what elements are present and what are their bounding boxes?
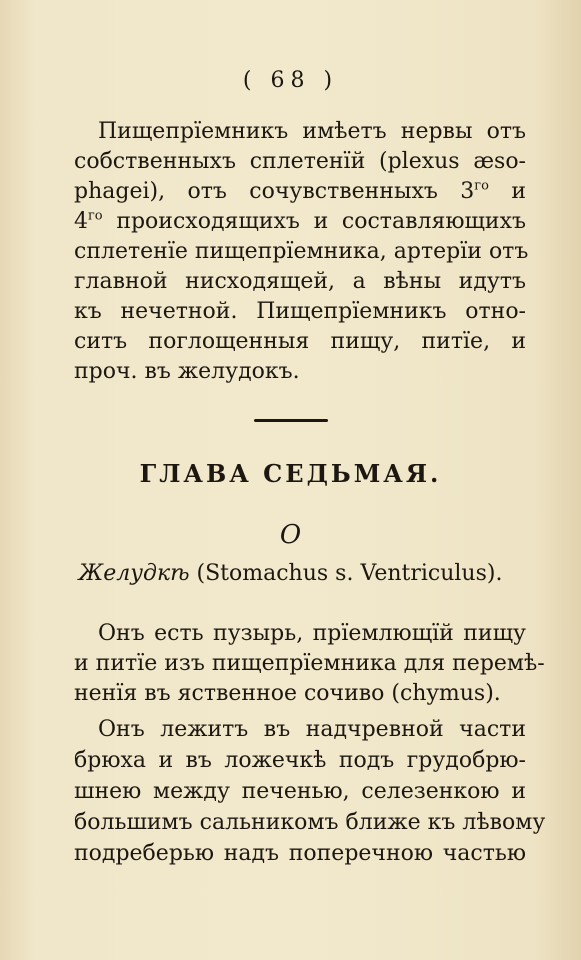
paragraph1-line6: главной нисходящей, а вѣны идутъ	[74, 269, 526, 294]
paragraph1-line9: проч. въ желудокъ.	[74, 359, 300, 384]
subtitle-latin: (Stomachus s. Ventriculus).	[189, 561, 503, 586]
paragraph1-line7: къ нечетной. Пищепрїемникъ отно-	[74, 299, 526, 324]
paragraph3-line4: большимъ сальникомъ ближе къ лѣвому	[74, 810, 546, 835]
paragraph3-line5: подреберью надъ поперечною частью	[74, 841, 526, 866]
chapter-heading: ГЛАВА СЕДЬМАЯ.	[139, 459, 442, 488]
section-divider	[254, 419, 328, 422]
paragraph1-line3: phagei), отъ сочувственныхъ $3^{го}$ и	[74, 178, 527, 204]
chapter-o: О	[279, 520, 302, 550]
page-number: ( 68 )	[242, 68, 339, 93]
paragraph1-line8: ситъ поглощенныя пищу, питїе, и	[74, 329, 526, 354]
paragraph3-line1: Онъ лежитъ въ надчревной части	[98, 717, 526, 742]
paragraph3-line2: брюха и въ ложечкѣ подъ грудобрю-	[74, 748, 526, 773]
subtitle-word: Желудкѣ	[78, 561, 190, 586]
paragraph1-line2: собственныхъ сплетенїй (plexus æso-	[74, 149, 526, 174]
paragraph1-line1: Пищепрїемникъ имѣетъ нервы отъ	[98, 119, 526, 144]
paragraph1-line4: $4^{го}$ происходящихъ и составляющихъ	[74, 208, 526, 234]
paragraph2-line3: ненїя въ яственное сочиво (chymus).	[74, 681, 501, 706]
paragraph1-line5: сплетенїе пищепрїемника, артерїи отъ	[74, 239, 529, 264]
paragraph3-line3: шнею между печенью, селезенкою и	[74, 779, 526, 804]
paragraph2-line2: и питїе изъ пищепрїемника для перемѣ-	[74, 651, 545, 676]
paragraph2-line1: Онъ есть пузырь, прїемлющїй пищу	[98, 621, 526, 646]
chapter-subtitle	[0, 561, 581, 586]
